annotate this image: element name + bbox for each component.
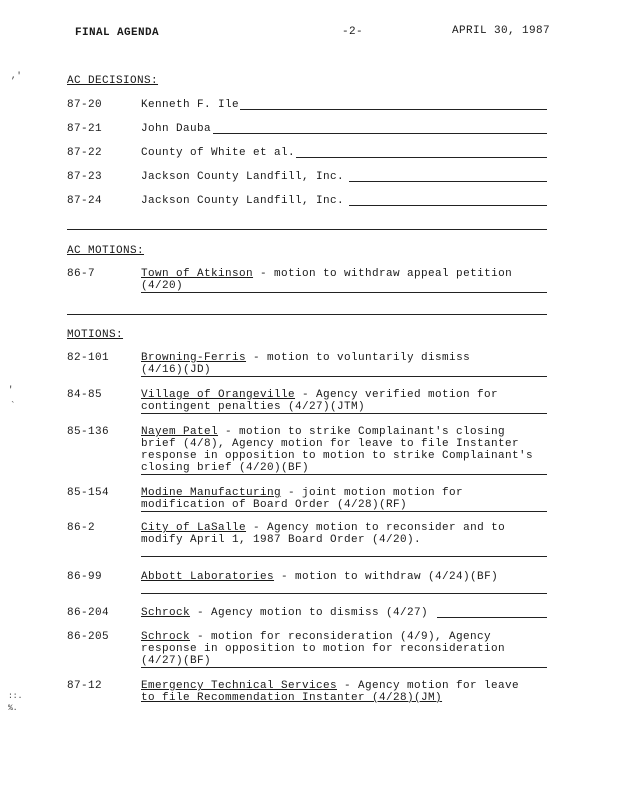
motion-number: 86-2 — [67, 522, 96, 534]
motion-line: to file Recommendation Instanter (4/28)(JM) — [141, 692, 443, 704]
motion-entry: Schrock - motion for reconsideration (4/9), Agency — [141, 631, 492, 643]
decision-number: 87-20 — [67, 99, 103, 111]
section-divider — [67, 229, 547, 230]
motion-entry: Modine Manufacturing - joint motion motion for — [141, 487, 464, 499]
agenda-title: FINAL AGENDA — [75, 27, 160, 39]
motion-number: 86-204 — [67, 607, 110, 619]
case-name: Schrock — [141, 631, 191, 643]
motion-line: response in opposition to motion to strike Complainant's — [141, 450, 534, 462]
motion-line: modification of Board Order (4/28)(RF) — [141, 499, 547, 512]
section-divider — [67, 314, 547, 315]
rule-line — [213, 133, 547, 134]
motion-entry: Schrock - Agency motion to dismiss (4/27) — [141, 607, 429, 619]
scan-mark: ' — [8, 385, 14, 395]
motion-number: 87-12 — [67, 680, 103, 692]
motion-line: (4/20) — [141, 280, 547, 293]
motion-line: (4/27)(BF) — [141, 655, 547, 668]
decision-number: 87-22 — [67, 147, 103, 159]
motion-line: (4/16)(JD) — [141, 364, 547, 377]
rule-line — [141, 593, 547, 594]
scan-mark: ,' — [11, 71, 22, 81]
motion-line: contingent penalties (4/27)(JTM) — [141, 401, 547, 414]
motion-entry: Browning-Ferris - motion to voluntarily dismiss — [141, 352, 471, 364]
motion-number: 86-7 — [67, 268, 96, 280]
motion-entry: Abbott Laboratories - motion to withdraw (4/24)(BF) — [141, 571, 499, 583]
decision-name: Kenneth F. Ile — [141, 99, 240, 111]
decision-number: 87-24 — [67, 195, 103, 207]
decision-name: Jackson County Landfill, Inc. — [141, 195, 345, 207]
motion-number: 86-99 — [67, 571, 103, 583]
case-name: Browning-Ferris — [141, 352, 247, 364]
page-number: -2- — [342, 26, 364, 38]
rule-line — [296, 157, 547, 158]
ac-motions-heading: AC MOTIONS: — [67, 245, 145, 257]
decision-number: 87-21 — [67, 123, 103, 135]
motion-entry: Nayem Patel - motion to strike Complainant's closing — [141, 426, 506, 438]
motion-number: 85-136 — [67, 426, 110, 438]
case-name: Abbott Laboratories — [141, 571, 275, 583]
rule-line — [141, 556, 547, 557]
ac-decisions-heading: AC DECISIONS: — [67, 75, 159, 87]
motion-number: 84-85 — [67, 389, 103, 401]
scan-mark: ::. — [8, 692, 23, 701]
motion-number: 85-154 — [67, 487, 110, 499]
motion-line: brief (4/8), Agency motion for leave to file Instanter — [141, 438, 520, 450]
motion-line: response in opposition to motion for reconsideration — [141, 643, 506, 655]
case-name: Modine Manufacturing — [141, 487, 282, 499]
motion-line: closing brief (4/20)(BF) — [141, 462, 547, 475]
case-name: Town of Atkinson — [141, 268, 254, 280]
case-name: Village of Orangeville — [141, 389, 296, 401]
motion-entry: Emergency Technical Services - Agency motion for leave — [141, 680, 520, 692]
case-name: City of LaSalle — [141, 522, 247, 534]
rule-line — [240, 109, 547, 110]
decision-number: 87-23 — [67, 171, 103, 183]
motion-number: 82-101 — [67, 352, 110, 364]
scan-mark: %. — [8, 704, 18, 713]
agenda-date: APRIL 30, 1987 — [452, 25, 551, 37]
decision-name: Jackson County Landfill, Inc. — [141, 171, 345, 183]
rule-line — [349, 205, 547, 206]
motion-entry: Village of Orangeville - Agency verified motion for — [141, 389, 499, 401]
motion-line: modify April 1, 1987 Board Order (4/20). — [141, 534, 422, 546]
rule-line — [437, 617, 547, 618]
case-name: Nayem Patel — [141, 426, 219, 438]
case-name: Emergency Technical Services — [141, 680, 338, 692]
motion-number: 86-205 — [67, 631, 110, 643]
case-name: Schrock — [141, 607, 191, 619]
scan-mark: ` — [10, 401, 16, 411]
motions-heading: MOTIONS: — [67, 329, 124, 341]
rule-line — [349, 181, 547, 182]
decision-name: John Dauba — [141, 123, 212, 135]
decision-name: County of White et al. — [141, 147, 296, 159]
motion-entry: Town of Atkinson - motion to withdraw appeal petition — [141, 268, 513, 280]
motion-entry: City of LaSalle - Agency motion to reconsider and to — [141, 522, 506, 534]
